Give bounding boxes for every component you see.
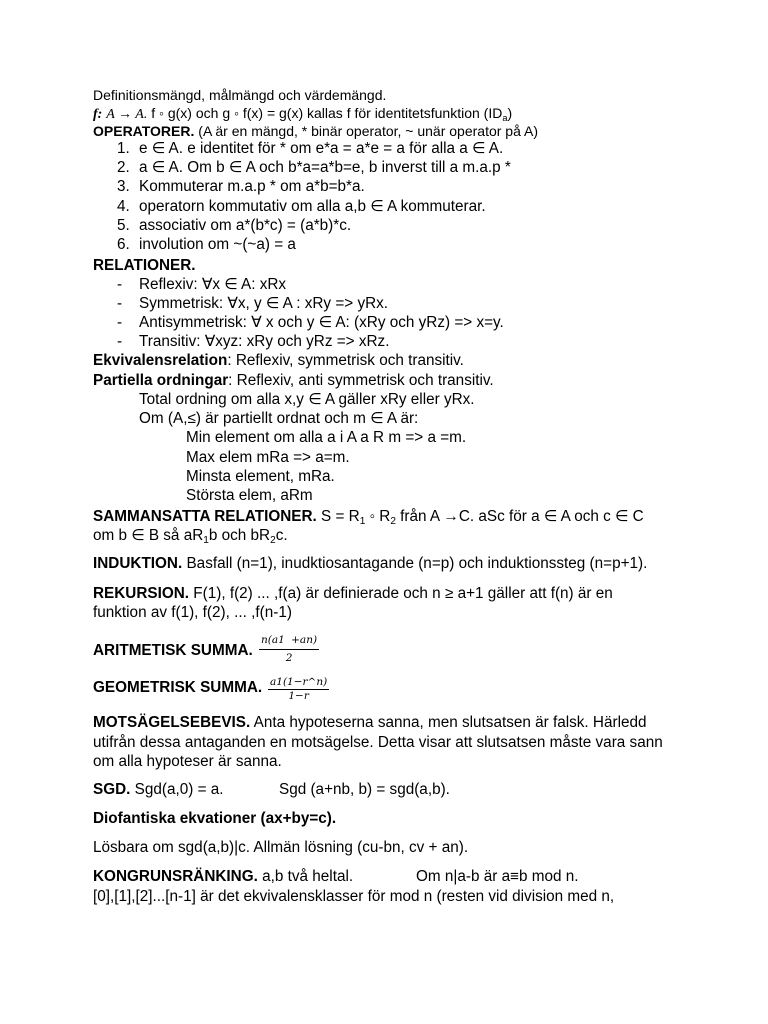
paragraph-text: a,b två heltal. <box>262 868 354 885</box>
gcd-rule: Sgd (a+nb, b) = sgd(a,b). <box>279 781 450 798</box>
text-fragment: b och bR <box>208 527 271 544</box>
identity-definition-text: f ◦ g(x) och g ◦ f(x) = g(x) kallas f för identitetsfunktion (ID <box>151 105 503 121</box>
text-fragment: S = R <box>321 508 360 525</box>
section-heading: KONGRUNSRÄNKING. <box>93 868 258 885</box>
fraction-denominator: 1−r <box>288 690 309 702</box>
bullet-marker: - <box>117 333 123 350</box>
text-fragment: ◦ R <box>369 508 391 525</box>
paragraph-line: [0],[1],[2]...[n-1] är det ekvivalensklasser för mod n (resten vid division med n, <box>93 888 615 905</box>
list-number: 4. <box>117 198 130 215</box>
section-heading: Diofantiska ekvationer (ax+by=c). <box>93 810 337 827</box>
list-item-text: a ∈ A. Om b ∈ A och b*a=a*b=e, b inverst till a m.a.p * <box>139 159 511 176</box>
bullet-item-text: Symmetrisk: ∀x, y ∈ A : xRy => yRx. <box>139 295 389 312</box>
subscript: 1 <box>203 535 209 547</box>
equivalence-relation-line <box>93 351 464 371</box>
bullet-item <box>117 332 389 352</box>
term-label: Partiella ordningar <box>93 372 229 389</box>
fraction-denominator: 2 <box>285 652 293 664</box>
function-mapping: A → A. <box>106 107 148 122</box>
definitions-line: Definitionsmängd, målmängd och värdemängd. <box>93 87 387 103</box>
identity-close-paren: ) <box>507 105 513 121</box>
paragraph-line: om alla hypoteser är sanna. <box>93 753 282 770</box>
gcd-line <box>93 780 450 800</box>
list-item-text: e ∈ A. e identitet för * om e*a = a*e = a för alla a ∈ A. <box>139 140 504 157</box>
list-item-text: associativ om a*(b*c) = (a*b)*c. <box>139 217 352 234</box>
geometric-sum-formula <box>268 676 329 703</box>
order-element-line: Största elem, aRm <box>186 487 313 504</box>
bullet-item-text: Transitiv: ∀xyz: xRy och yRz => xRz. <box>139 333 390 350</box>
operators-note: (A är en mängd, * binär operator, ~ unär operator på A) <box>198 123 538 139</box>
definition-text: : Reflexiv, symmetrisk och transitiv. <box>227 352 464 369</box>
section-heading: INDUKTION. <box>93 555 183 572</box>
paragraph-line: Lösbara om sgd(a,b)|c. Allmän lösning (cu-bn, cv + an). <box>93 839 469 856</box>
bullet-marker: - <box>117 295 123 312</box>
congruence-rule: Om n|a-b är a≡b mod n. <box>416 868 579 885</box>
paragraph-text: Basfall (n=1), inudktiosantagande (n=p) och induktionssteg (n=p+1). <box>186 555 648 572</box>
partial-order-intro: Om (A,≤) är partiellt ordnat och m ∈ A är: <box>139 410 419 427</box>
section-heading: REKURSION. <box>93 585 190 602</box>
list-number: 3. <box>117 178 130 195</box>
term-label: Ekvivalensrelation <box>93 352 228 369</box>
list-item <box>117 197 486 217</box>
list-item <box>117 139 503 159</box>
list-number: 6. <box>117 236 130 253</box>
list-number: 2. <box>117 159 130 176</box>
congruence-line <box>93 867 579 887</box>
list-item <box>117 158 511 178</box>
partial-orders-line <box>93 371 494 391</box>
subscript: 2 <box>390 516 396 528</box>
recursion-line <box>93 584 613 604</box>
bullet-marker: - <box>117 314 123 331</box>
order-element-line: Minsta element, mRa. <box>186 468 335 485</box>
definition-text: : Reflexiv, anti symmetrisk och transitiv. <box>228 372 494 389</box>
text-fragment: c. <box>275 527 288 544</box>
subscript: 2 <box>270 535 276 547</box>
order-element-line: Max elem mRa => a=m. <box>186 449 350 466</box>
list-item-text: involution om ~(~a) = a <box>139 236 296 253</box>
section-heading: SGD. <box>93 781 131 798</box>
composite-relations-line <box>93 526 288 546</box>
bullet-item <box>117 294 388 314</box>
fraction-numerator: n(a1 +an) <box>259 633 319 650</box>
section-heading: GEOMETRISK SUMMA. <box>93 679 263 696</box>
text-fragment: från A →C. aSc för a ∈ A och c ∈ C <box>400 508 644 525</box>
recursion-line: funktion av f(1), f(2), ... ,f(n-1) <box>93 604 292 621</box>
paragraph-line <box>93 713 647 733</box>
paragraph-text: Anta hypoteserna sanna, men slutsatsen är falsk. Härledd <box>253 714 647 731</box>
bullet-item-text: Reflexiv: ∀x ∈ A: xRx <box>139 276 287 293</box>
bullet-item <box>117 275 286 295</box>
list-item-text: Kommuterar m.a.p * om a*b=b*a. <box>139 178 365 195</box>
list-item <box>117 177 365 197</box>
subscript: 1 <box>359 516 366 528</box>
list-number: 5. <box>117 217 130 234</box>
operators-heading: OPERATORER. <box>93 123 195 139</box>
identity-function-line <box>93 104 512 124</box>
list-item <box>117 235 296 255</box>
section-heading: SAMMANSATTA RELATIONER. <box>93 508 317 525</box>
section-heading: MOTSÄGELSEBEVIS. <box>93 714 251 731</box>
function-symbol: f: <box>93 107 103 122</box>
bullet-marker: - <box>117 276 123 293</box>
order-element-line: Min element om alla a i A a R m => a =m. <box>186 429 467 446</box>
relations-heading: RELATIONER. <box>93 257 196 274</box>
text-fragment: om b ∈ B så aR <box>93 527 204 544</box>
paragraph-text: F(1), f(2) ... ,f(a) är definierade och n ≥ a+1 gäller att f(n) är en <box>193 585 613 602</box>
induction-line <box>93 554 647 574</box>
operators-heading-line <box>93 122 538 140</box>
list-item <box>117 216 351 236</box>
paragraph-line: utifrån dessa antaganden en motsägelse. Detta visar att slutsatsen måste vara sann <box>93 734 663 751</box>
total-order-line: Total ordning om alla x,y ∈ A gäller xRy eller yRx. <box>139 391 475 408</box>
gcd-rule: Sgd(a,0) = a. <box>134 781 224 798</box>
fraction-numerator: a1(1−r^n) <box>270 676 328 688</box>
bullet-item <box>117 313 504 333</box>
bullet-item-text: Antisymmetrisk: ∀ x och y ∈ A: (xRy och yRz) => x=y. <box>139 314 504 331</box>
section-heading: ARITMETISK SUMMA. <box>93 642 253 659</box>
list-item-text: operatorn kommutativ om alla a,b ∈ A kommuterar. <box>139 198 486 215</box>
identity-subscript: a <box>502 112 508 123</box>
arithmetic-sum-formula <box>259 633 319 665</box>
list-number: 1. <box>117 140 130 157</box>
composite-relations-line <box>93 507 644 527</box>
